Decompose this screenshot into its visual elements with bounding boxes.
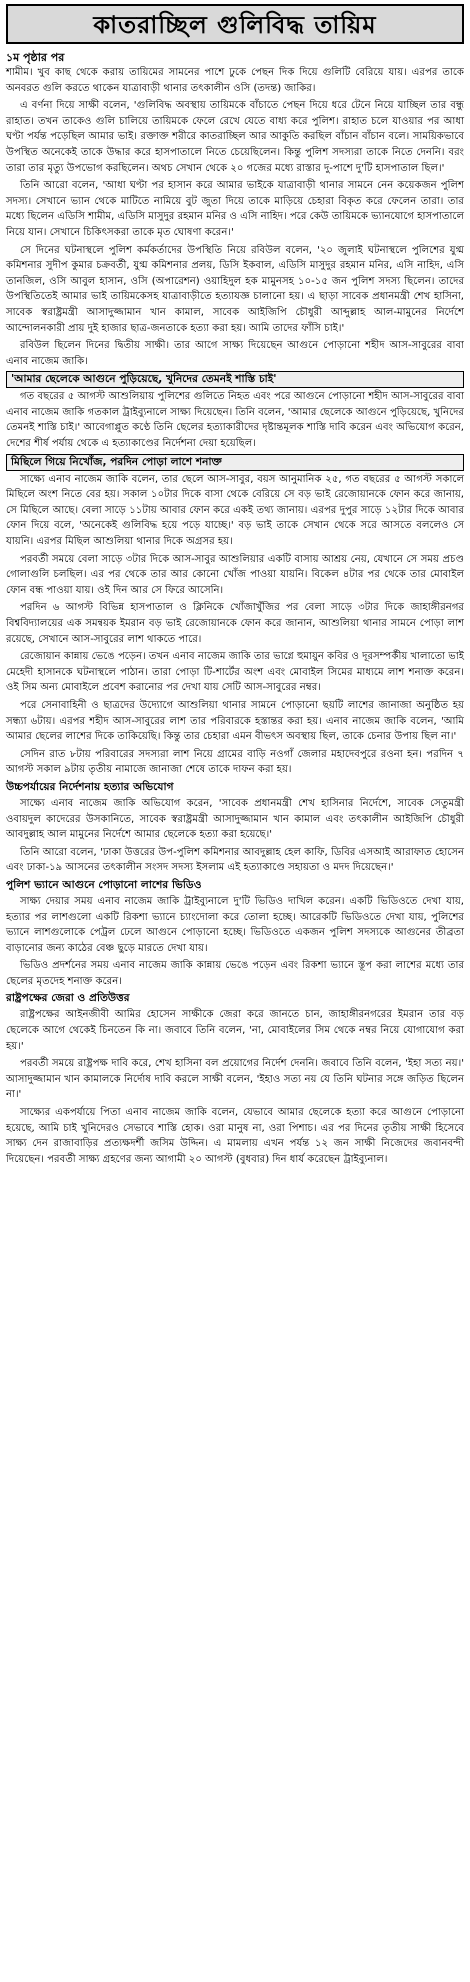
headline: কাতরাচ্ছিল গুলিবিদ্ধ তায়িম	[6, 4, 464, 44]
body-paragraph: তিনি আরো বলেন, 'আধা ঘণ্টা পর হাসান করে আমার ভাইকে যাত্রাবাড়ী থানার সামনে নেন কয়েকজন পুলিশ সদস্য। সেখানে ভ্যান থেকে মাটিতে নামিয়ে বুট জুতা দিয়ে তাকে মাড়িয়ে চেহারা বিকৃত করে ফেলেন তারা। তার মধ্যে ছিলেন এডিসি শামীম, এডিসি মাসুদুর রহমান মনির ও এসি নাহিদ। পরে কেউ তায়িমকে ভ্যানযোগে হাসপাতালে নিয়ে যান। সেখানে চিকিৎসকরা তাকে মৃত ঘোষণা করেন।'	[6, 180, 464, 238]
body-paragraph: সেদিন রাত ৮টায় পরিবারের সদস্যরা লাশ নিয়ে গ্রামের বাড়ি নওগাঁ জেলার মহাদেবপুরে রওনা হন। পরদিন ৭ আগস্ট সকাল ৯টায় তৃতীয় নামাজে জানাজা শেষে তাকে দাফন করা হয়।	[6, 748, 464, 776]
section-heading: উচ্চপর্যায়ের নির্দেশনায় হত্যার অভিযোগ	[6, 780, 174, 793]
body-paragraph: শামীম। খুব কাছ থেকে করায় তায়িমের সামনের পাশে ঢুকে পেছন দিক দিয়ে গুলিটি বেরিয়ে যায়। এরপর তাকে অনবরত গুলি করতে থাকেন যাত্রাবাড়ী থানার তৎকালীন ওসি (তদন্ত) জাকির।	[6, 67, 464, 94]
body-paragraph: গত বছরের ৫ আগস্ট আশুলিয়ায় পুলিশের গুলিতে নিহত এবং পরে আগুনে পোড়ানো শহীদ আস-সাবুরের বাবা এনাব নাজেম জাকি গতকাল ট্রাইব্যুনালে সাক্ষ্য দিয়েছেন। তিনি বলেন, 'আমার ছেলেকে আগুনে পুড়িয়েছে, খুনিদের তেমনই শাস্তি চাই।' আবেগাপ্লুত কণ্ঠে তিনি ছেলের হত্যাকারীদের দৃষ্টান্তমূলক শাস্তি দাবি করেন এবং অভিযোগ করেন, দেশের শীর্ষ পর্যায় থেকে এ হত্যাকাণ্ডের নির্দেশনা দেয়া হয়েছিল।	[6, 391, 464, 450]
body-paragraph: ভিডিও প্রদর্শনের সময় এনাব নাজেম জাকি কান্নায় ভেঙে পড়েন এবং রিকশা ভ্যানে স্তূপ করা লাশের মধ্যে তার ছেলের মৃতদেহ শনাক্ত করেন।	[6, 960, 464, 987]
article-section	[6, 780, 464, 876]
body-paragraph: তিনি আরো বলেন, 'ঢাকা উত্তরের উপ-পুলিশ কমিশনার আবদুল্লাহ হেল কাফি, ডিবির এসআই আরাফাত হোসেন এবং ঢাকা-১৯ আসনের তৎকালীন সংসদ সদস্য ইসলাম এই হত্যাকাণ্ডে সহায়তা ও মদদ দিয়েছেন।'	[6, 846, 464, 874]
body-paragraph: রবিউল ছিলেন দিনের দ্বিতীয় সাক্ষী। তার আগে সাক্ষ্য দিয়েছেন আগুনে পোড়ানো শহীদ আস-সাবুরের বাবা এনাব নাজেম জাকি।	[6, 340, 464, 367]
article-body	[6, 65, 464, 1167]
body-paragraph: রেজোয়ান কান্নায় ভেঙে পড়েন। তখন এনাব নাজেম জাকি তার ভাগ্নে হুমায়ুন কবির ও দূরসম্পর্কীয় খালাতো ভাই মেহেদী হাসানকে ঘটনাস্থলে পাঠান। তারা পোড়া টি-শার্টের অংশ এবং মোবাইল সিমের মাধ্যমে লাশ শনাক্ত করেন। ওই সিম অন্য মোবাইলে প্রবেশ করানোর পর দেখা যায় সেটি আস-সাবুরের নম্বর।	[6, 651, 464, 694]
body-paragraph: সাক্ষ্য দেয়ার সময় এনাব নাজেম জাকি ট্রাইব্যুনালে দু'টি ভিডিও দাখিল করেন। একটি ভিডিওতে দেখা যায়, হত্যার পর লাশগুলো একটি রিকশা ভ্যানে চ্যাংদোলা করে তোলা হচ্ছে। আরেকটি ভিডিওতে দেখা যায়, পুলিশের ভ্যানে লাশগুলোকে পেট্রল ঢেলে আগুনে পোড়ানো হচ্ছে। ভিডিওতে একজন পুলিশ সদস্যকে আগুনের তীব্রতা বাড়ানোর জন্য কাঠের বেঞ্চ ছুড়ে মারতে দেখা যায়।	[6, 895, 464, 954]
body-paragraph: পরে সেনাবাহিনী ও ছাত্রদের উদ্যোগে আশুলিয়া থানার সামনে পোড়ানো ছয়টি লাশের জানাজা অনুষ্ঠিত হয় সন্ধ্যা ৬টায়। এরপর শহীদ আস-সাবুরের লাশ তার পরিবারকে হস্তান্তর করা হয়। এনাব নাজেম জাকি বলেন, 'আমি আমার ছেলের লাশের দিকে তাকিয়েছি। কিন্তু তার চেহারা এমন বীভৎস অবস্থায় ছিল, তাকে চেনার উপায় ছিল না।'	[6, 699, 464, 743]
article-section	[6, 371, 464, 451]
body-paragraph: পরবর্তী সময়ে রাষ্ট্রপক্ষ দাবি করে, শেখ হাসিনা বল প্রয়োগের নির্দেশ দেননি। জবাবে তিনি বলেন, 'ইহা সত্য নয়।' আসাদুজ্জামান খান কামালকে নির্দোষ দাবি করলে সাক্ষী বলেন, 'ইহাও সত্য নয় যে তিনি ঘটনার সঙ্গে জড়িত ছিলেন না।'	[6, 1058, 464, 1101]
article-section	[6, 991, 464, 1167]
body-paragraph: সে দিনের ঘটনাস্থলে পুলিশ কর্মকর্তাদের উপস্থিতি নিয়ে রবিউল বলেন, '২০ জুলাই ঘটনাস্থলে পুলিশের যুগ্ম কমিশনার সুদীপ কুমার চক্রবর্তী, যুগ্ম কমিশনার প্রলয়, ডিসি ইকবাল, এডিসি মাসুদুর রহমান মনির, এসি নাহিদ, এসি তানজিল, ওসি আবুল হাসান, ওসি (অপারেশন) ওয়াহিদুল হক মামুনসহ ১০-১৫ জন পুলিশ সদস্য ছিলেন। তাদের উপস্থিতিতেই আমার ভাই তায়িমকেসহ যাত্রাবাড়ীতে হত্যাযজ্ঞ চালানো হয়। এ ছাড়া সাবেক প্রধানমন্ত্রী শেখ হাসিনা, সাবেক স্বরাষ্ট্রমন্ত্রী আসাদুজ্জামান খান কামাল, সাবেক আইজিপি চৌধুরী আব্দুল্লাহ আল-মামুনের নির্দেশে আন্দোলনকারী প্রায় দুই হাজার ছাত্র-জনতাকে হত্যা করা হয়। আমি তাদের ফাঁসি চাই।'	[6, 244, 464, 334]
body-paragraph: পরদিন ৬ আগস্ট বিভিন্ন হাসপাতাল ও ক্লিনিকে খোঁজাখুঁজির পর বেলা সাড়ে ৩টার দিকে জাহাঙ্গীরনগর বিশ্ববিদ্যালয়ের এক সমন্বয়ক ইমরান বড় ভাই রেজোয়ানকে ফোন করে জানান, আশুলিয়া থানার সামনে পোড়া লাশ রয়েছে, সেখানে আস-সাবুরের লাশ থাকতে পারে।	[6, 602, 464, 645]
section-heading: 'আমার ছেলেকে আগুনে পুড়িয়েছে, খুনিদের তেমনই শাস্তি চাই'	[6, 371, 464, 388]
body-paragraph: পরবর্তী সময়ে বেলা সাড়ে ৩টার দিকে আস-সাবুর আশুলিয়ার একটি বাসায় আশ্রয় নেয়, যেখানে সে সময় প্রচণ্ড গোলাগুলি চলছিল। এর পর থেকে তার আর কোনো খোঁজ পাওয়া যায়নি। বিকেল ৪টার পর থেকে তার মোবাইল ফোন বন্ধ পাওয়া যায়। ওই দিন আর সে ফিরে আসেনি।	[6, 553, 464, 596]
body-paragraph: এ বর্ণনা দিয়ে সাক্ষী বলেন, 'গুলিবিদ্ধ অবস্থায় তায়িমকে বাঁচাতে পেছন দিয়ে ধরে টেনে নিয়ে যাচ্ছিল তার বন্ধু রাহাত। তখন তাকেও গুলি চালিয়ে তায়িমকে ফেলে রেখে যেতে বাধ্য করে পুলিশ। রাহাত চলে যাওয়ার পর আধা ঘণ্টা পর্যন্ত পড়েছিল আমার ভাই। রক্তাক্ত শরীরে কাতরাচ্ছিল আর আকুতি করছিল বাঁচান বাঁচান বলে। সাময়িকভাবে উপস্থিত অনেকেই তাকে উদ্ধার করে হাসপাতালে নিতে চেয়েছিলেন। কিন্তু পুলিশ সদস্যরা তাকে নিতে দেননি। বরং তারা তার মৃত্যু উপভোগ করছিলেন। অথচ সেখান থেকে ২০ গজের মধ্যে রাস্তার দু-পাশে দু'টি হাসপাতাল ছিল।'	[6, 100, 464, 174]
article-section	[6, 454, 464, 778]
continuation-kicker: ১ম পৃষ্ঠার পর	[6, 51, 65, 64]
body-paragraph: সাক্ষ্যের একপর্যায়ে পিতা এনাব নাজেম জাকি বলেন, যেভাবে আমার ছেলেকে হত্যা করে আগুনে পোড়ানো হয়েছে, আমি চাই খুনিদেরও সেভাবে শাস্তি হোক। ওরা মানুষ না, ওরা পিশাচ। এর পর দিনের তৃতীয় সাক্ষী হিসেবে সাক্ষ্য দেন রাজাবাড়ির প্রত্যক্ষদর্শী জসিম উদ্দিন। এ মামলায় এখন পর্যন্ত ১২ জন সাক্ষী নিজেদের জবানবন্দী দিয়েছেন। পরবর্তী সাক্ষ্য গ্রহণের জন্য আগামী ২০ আগস্ট (বুধবার) দিন ধার্য করেছেন ট্রাইব্যুনাল।	[6, 1107, 464, 1165]
body-paragraph: সাক্ষ্যে এনাব নাজেম জাকি অভিযোগ করেন, 'সাবেক প্রধানমন্ত্রী শেখ হাসিনার নির্দেশে, সাবেক সেতুমন্ত্রী ওবায়দুল কাদেরের উসকানিতে, সাবেক স্বরাষ্ট্রমন্ত্রী আসাদুজ্জামান খান কামাল এবং তৎকালীন আইজিপি চৌধুরী আবদুল্লাহ আল মামুনের নির্দেশে আমার ছেলেকে হত্যা করা হয়েছে।'	[6, 797, 464, 841]
section-heading: রাষ্ট্রপক্ষের জেরা ও প্রতিউত্তর	[6, 992, 130, 1005]
body-paragraph: রাষ্ট্রপক্ষের আইনজীবী আমির হোসেন সাক্ষীকে জেরা করে জানতে চান, জাহাঙ্গীরনগরের ইমরান তার বড় ছেলেকে আগে থেকেই চিনতেন কি না। জবাবে তিনি বলেন, 'না, মোবাইলের সিম থেকে নম্বর নিয়ে যোগাযোগ করা হয়।'	[6, 1009, 464, 1052]
article-section	[6, 878, 464, 990]
section-heading: পুলিশ ভ্যানে আগুনে পোড়ানো লাশের ভিডিও	[6, 878, 202, 891]
section-heading: মিছিলে গিয়ে নিখোঁজ, পরদিন পোড়া লাশে শনাক্ত	[6, 454, 464, 471]
body-paragraph: সাক্ষ্যে এনাব নাজেম জাকি বলেন, তার ছেলে আস-সাবুর, বয়স আনুমানিক ২৫, গত বছরের ৫ আগস্ট সকালে মিছিলে অংশ নিতে বের হয়। সকাল ১০টার দিকে বাসা থেকে বেরিয়ে সে বড় ভাই রেজোয়ানকে ফোন করে জানায়, সে মিছিলে আছে। বেলা সাড়ে ১১টায় আবার ফোন করে একই তথ্য জানায়। এরপর দুপুর সাড়ে ১২টার দিকে আবার ফোন দিয়ে বলে, 'অনেকেই গুলিবিদ্ধ হয়ে পড়ে যাচ্ছে।' বড় ভাই তাকে সেখান থেকে সরে আসতে বললেও সে যায়নি। এরপর মিছিল আশুলিয়া থানার দিকে অগ্রসর হয়।	[6, 473, 464, 548]
article-section	[6, 65, 464, 369]
